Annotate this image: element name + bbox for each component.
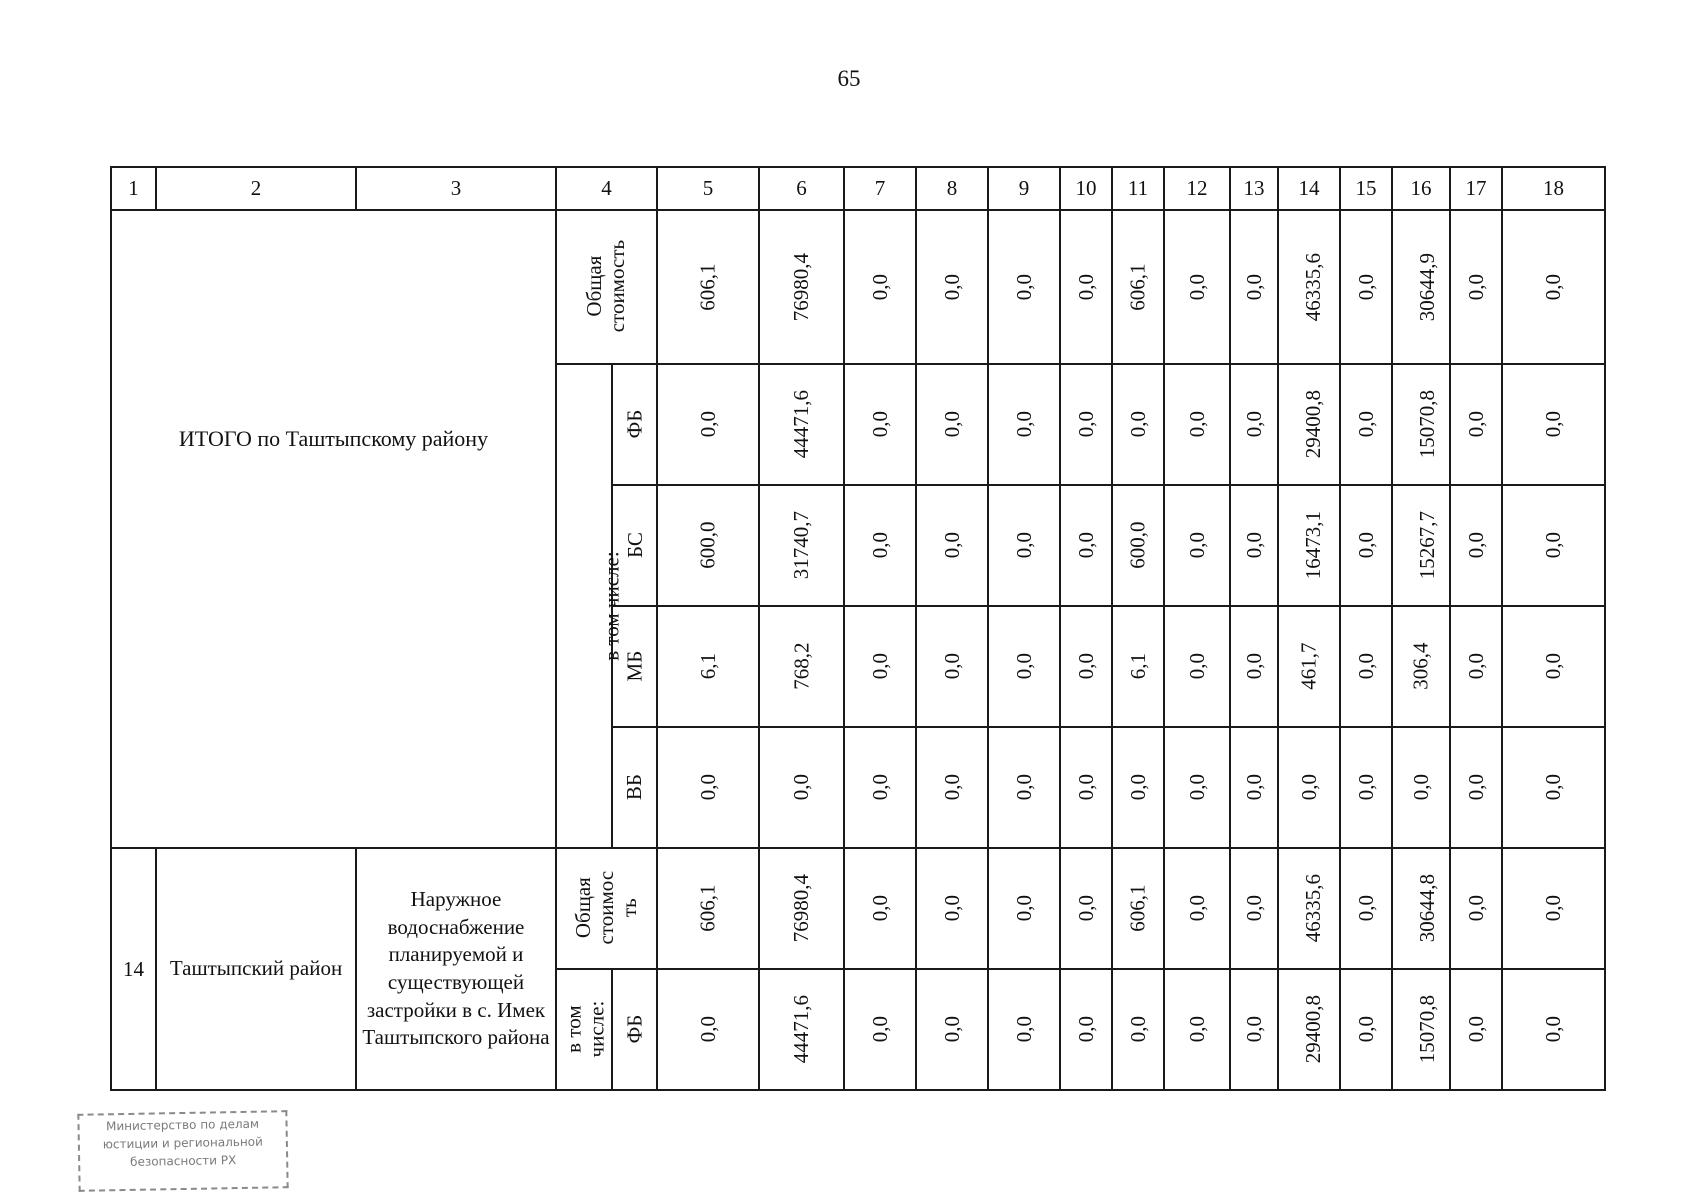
value-text: 0,0 [695, 1015, 720, 1043]
value-cell [988, 485, 1060, 606]
value-text: 0,0 [1353, 652, 1378, 680]
value-cell [1278, 485, 1340, 606]
value-text: 0,0 [1463, 773, 1488, 801]
value-text: 606,1 [1125, 884, 1150, 932]
value-cell [1450, 969, 1502, 1090]
value-cell [1060, 364, 1112, 485]
value-text: 0,0 [867, 273, 892, 300]
value-cell [1164, 727, 1230, 848]
value-text: 0,0 [695, 410, 720, 438]
column-number-18: 18 [1502, 167, 1605, 210]
total-vb-label: ВБ [622, 774, 647, 801]
value-cell [1502, 727, 1605, 848]
value-text: 0,0 [1184, 894, 1209, 922]
column-number-1: 1 [111, 167, 156, 210]
value-text: 306,4 [1408, 642, 1433, 690]
value-text: 44471,6 [789, 389, 814, 459]
value-cell [1502, 848, 1605, 969]
value-text: 0,0 [1463, 410, 1488, 438]
item-description-cell [356, 848, 556, 1090]
column-number-15: 15 [1340, 167, 1392, 210]
value-text: 0,0 [1463, 894, 1488, 922]
value-text: 0,0 [1125, 773, 1150, 801]
value-cell [1060, 485, 1112, 606]
value-cell [1340, 727, 1392, 848]
value-cell [759, 606, 844, 727]
column-number-13: 13 [1230, 167, 1278, 210]
value-cell [988, 727, 1060, 848]
value-text: 0,0 [1463, 1015, 1488, 1043]
value-text: 0,0 [1073, 1015, 1098, 1043]
value-text: 0,0 [1541, 1015, 1566, 1043]
value-text: 6,1 [1125, 652, 1150, 680]
value-cell [1230, 364, 1278, 485]
item-description: Наружное водоснабжение планируемой и существующей застройки в с. Имек Таштыпского района [362, 886, 550, 1050]
value-text: 600,0 [695, 521, 720, 569]
value-cell [1112, 364, 1164, 485]
value-cell [844, 727, 916, 848]
item-fb-label: ФБ [622, 1014, 647, 1044]
value-cell [844, 848, 916, 969]
column-number-16: 16 [1392, 167, 1450, 210]
column-number-row [111, 167, 1605, 210]
value-text: 0,0 [1296, 773, 1321, 801]
value-cell [1230, 606, 1278, 727]
value-cell [1112, 727, 1164, 848]
value-cell [844, 606, 916, 727]
value-cell [1112, 606, 1164, 727]
value-text: 0,0 [867, 894, 892, 922]
total-fb-label: ФБ [622, 409, 647, 439]
value-text: 0,0 [939, 531, 964, 559]
value-cell [1230, 485, 1278, 606]
value-cell [988, 848, 1060, 969]
value-cell [1060, 210, 1112, 364]
value-cell [1450, 606, 1502, 727]
value-text: 0,0 [939, 410, 964, 438]
value-cell [1230, 969, 1278, 1090]
item-subtotal-label: в том числе: [561, 1000, 609, 1058]
value-cell [1278, 727, 1340, 848]
total-vb-label-cell [612, 727, 657, 848]
value-cell [1340, 210, 1392, 364]
column-number-12: 12 [1164, 167, 1230, 210]
stamp-line-3: безопасности РХ [129, 1153, 237, 1169]
value-cell [844, 969, 916, 1090]
value-cell [988, 969, 1060, 1090]
value-text: 461,7 [1296, 642, 1321, 690]
value-cell [1502, 210, 1605, 364]
value-cell [1392, 727, 1450, 848]
value-text: 0,0 [1011, 273, 1036, 300]
column-number-2: 2 [156, 167, 356, 210]
value-text: 0,0 [1011, 894, 1036, 922]
value-cell [1164, 485, 1230, 606]
value-cell [1230, 727, 1278, 848]
value-cell [1450, 848, 1502, 969]
value-text: 0,0 [867, 410, 892, 438]
value-cell [1450, 727, 1502, 848]
value-cell [1112, 969, 1164, 1090]
total-label: ИТОГО по Таштыпскому району [178, 426, 489, 451]
value-text: 46335,6 [1301, 873, 1326, 943]
value-cell [759, 485, 844, 606]
value-cell [1164, 848, 1230, 969]
item-district-cell [156, 848, 356, 1090]
value-cell [1340, 485, 1392, 606]
value-cell [1112, 210, 1164, 364]
value-cell [1392, 485, 1450, 606]
value-cell [1060, 606, 1112, 727]
value-text: 0,0 [1541, 273, 1566, 300]
value-cell [1230, 210, 1278, 364]
value-cell [657, 848, 759, 969]
value-text: 0,0 [867, 773, 892, 801]
value-cell [1060, 848, 1112, 969]
value-cell [1278, 969, 1340, 1090]
value-text: 606,1 [1125, 262, 1150, 311]
value-cell [1278, 364, 1340, 485]
value-text: 0,0 [1073, 410, 1098, 438]
value-text: 0,0 [1011, 652, 1036, 680]
column-number-7: 7 [844, 167, 916, 210]
value-cell [1502, 364, 1605, 485]
value-cell [1060, 727, 1112, 848]
value-cell [759, 727, 844, 848]
value-text: 0,0 [1184, 531, 1209, 559]
value-text: 0,0 [1011, 1015, 1036, 1043]
total-general-label: Общая стоимость [582, 240, 630, 333]
value-text: 0,0 [1073, 273, 1098, 300]
value-text: 30644,8 [1415, 873, 1440, 943]
value-text: 0,0 [1241, 652, 1266, 680]
value-text: 0,0 [1241, 773, 1266, 801]
value-text: 0,0 [1184, 273, 1209, 300]
value-text: 0,0 [1125, 1015, 1150, 1043]
value-text: 0,0 [1073, 652, 1098, 680]
value-cell [1164, 210, 1230, 364]
value-cell [1392, 364, 1450, 485]
value-text: 0,0 [1184, 410, 1209, 438]
value-cell [1164, 364, 1230, 485]
value-text: 0,0 [1241, 273, 1266, 300]
value-cell [988, 210, 1060, 364]
value-text: 0,0 [1541, 410, 1566, 438]
column-number-5: 5 [657, 167, 759, 210]
value-cell [916, 606, 988, 727]
column-number-6: 6 [759, 167, 844, 210]
value-text: 15070,8 [1415, 389, 1440, 459]
value-cell [916, 364, 988, 485]
value-text: 0,0 [1073, 531, 1098, 559]
column-number-3: 3 [356, 167, 556, 210]
column-number-14: 14 [1278, 167, 1340, 210]
total-general-label-cell [556, 210, 657, 364]
value-text: 29400,8 [1301, 389, 1326, 459]
value-text: 76980,4 [789, 252, 814, 321]
value-text: 0,0 [1011, 410, 1036, 438]
value-text: 0,0 [1241, 1015, 1266, 1043]
value-text: 0,0 [1184, 652, 1209, 680]
column-number-17: 17 [1450, 167, 1502, 210]
stamp-line-1: Министерство по делам [105, 1116, 260, 1134]
column-number-8: 8 [916, 167, 988, 210]
value-text: 0,0 [695, 773, 720, 801]
value-cell [759, 364, 844, 485]
value-cell [844, 364, 916, 485]
total-label-cell [111, 210, 556, 848]
value-text: 0,0 [1241, 531, 1266, 559]
value-text: 0,0 [1011, 773, 1036, 801]
value-text: 0,0 [1353, 1015, 1378, 1043]
value-cell [1392, 969, 1450, 1090]
value-text: 0,0 [1353, 894, 1378, 922]
value-text: 0,0 [1541, 531, 1566, 559]
value-text: 29400,8 [1301, 994, 1326, 1064]
value-cell [1278, 210, 1340, 364]
column-number-10: 10 [1060, 167, 1112, 210]
total-subtotal-label: в том числе: [599, 550, 624, 661]
value-text: 0,0 [1463, 531, 1488, 559]
value-text: 0,0 [1241, 410, 1266, 438]
value-text: 44471,6 [789, 994, 814, 1064]
total-mb-label: МБ [622, 650, 647, 682]
value-cell [1502, 485, 1605, 606]
item-fb-label-cell [612, 969, 657, 1090]
value-text: 0,0 [939, 273, 964, 300]
value-text: 0,0 [1353, 531, 1378, 559]
value-cell [916, 848, 988, 969]
value-text: 768,2 [789, 642, 814, 690]
value-cell [1278, 606, 1340, 727]
value-cell [1112, 848, 1164, 969]
value-cell [988, 364, 1060, 485]
value-text: 15267,7 [1415, 510, 1440, 580]
item-general-row [111, 848, 1605, 969]
value-text: 0,0 [1408, 773, 1433, 801]
value-cell [988, 606, 1060, 727]
value-cell [1392, 606, 1450, 727]
value-text: 0,0 [867, 531, 892, 559]
value-cell [1392, 210, 1450, 364]
value-cell [1340, 848, 1392, 969]
value-text: 0,0 [1073, 894, 1098, 922]
column-number-9: 9 [988, 167, 1060, 210]
value-cell [1450, 485, 1502, 606]
value-cell [1164, 969, 1230, 1090]
total-fb-label-cell [612, 364, 657, 485]
value-cell [1340, 606, 1392, 727]
value-cell [657, 969, 759, 1090]
item-subtotal-cell [556, 969, 612, 1090]
value-text: 0,0 [1353, 773, 1378, 801]
value-text: 46335,6 [1301, 252, 1326, 321]
value-text: 606,1 [695, 262, 720, 311]
value-cell [916, 485, 988, 606]
value-cell [657, 727, 759, 848]
item-general-label-cell [556, 848, 657, 969]
value-cell [1340, 969, 1392, 1090]
value-text: 600,0 [1125, 521, 1150, 569]
value-text: 0,0 [1073, 773, 1098, 801]
value-text: 0,0 [939, 1015, 964, 1043]
value-text: 15070,8 [1415, 994, 1440, 1064]
item-number-cell [111, 848, 156, 1090]
value-text: 0,0 [867, 1015, 892, 1043]
value-text: 0,0 [1541, 773, 1566, 801]
value-cell [1450, 210, 1502, 364]
value-text: 0,0 [1184, 773, 1209, 801]
value-cell [1278, 848, 1340, 969]
value-text: 0,0 [1125, 410, 1150, 438]
value-cell [759, 210, 844, 364]
value-cell [916, 210, 988, 364]
value-cell [657, 606, 759, 727]
value-cell [1340, 364, 1392, 485]
total-bs-label: БС [622, 532, 647, 559]
total-subtotal-cell [556, 364, 624, 848]
value-cell [657, 210, 759, 364]
value-text: 0,0 [1184, 1015, 1209, 1043]
value-cell [657, 485, 759, 606]
column-number-4: 4 [556, 167, 657, 210]
item-district: Таштыпский район [169, 956, 343, 981]
value-cell [1502, 969, 1605, 1090]
value-cell [916, 727, 988, 848]
value-cell [844, 485, 916, 606]
value-text: 30644,9 [1415, 252, 1440, 321]
value-cell [1164, 606, 1230, 727]
value-text: 0,0 [1353, 410, 1378, 438]
value-cell [1502, 606, 1605, 727]
value-text: 0,0 [1463, 273, 1488, 300]
value-text: 0,0 [939, 894, 964, 922]
item-general-label: Общая стоимос ть [570, 871, 642, 945]
value-cell [657, 364, 759, 485]
stamp-line-2: юстиции и региональной [102, 1134, 264, 1152]
value-text: 0,0 [939, 652, 964, 680]
total-general-row [111, 210, 1605, 364]
value-text: 0,0 [939, 773, 964, 801]
value-text: 0,0 [867, 652, 892, 680]
ministry-stamp [77, 1110, 288, 1192]
value-text: 6,1 [695, 652, 720, 680]
value-cell [1060, 969, 1112, 1090]
value-cell [1392, 848, 1450, 969]
table-body [111, 167, 1605, 1090]
value-text: 0,0 [1541, 652, 1566, 680]
value-cell [1112, 485, 1164, 606]
value-cell [1450, 364, 1502, 485]
value-text: 0,0 [1463, 652, 1488, 680]
value-cell [1230, 848, 1278, 969]
budget-table [110, 166, 1606, 1091]
value-text: 0,0 [1353, 273, 1378, 300]
value-text: 31740,7 [789, 510, 814, 580]
value-cell [916, 969, 988, 1090]
value-text: 0,0 [789, 773, 814, 801]
item-number: 14 [123, 956, 144, 981]
value-cell [759, 969, 844, 1090]
value-text: 0,0 [1241, 894, 1266, 922]
value-cell [759, 848, 844, 969]
value-text: 606,1 [695, 884, 720, 932]
value-text: 16473,1 [1301, 510, 1326, 580]
value-text: 0,0 [1011, 531, 1036, 559]
value-text: 76980,4 [789, 873, 814, 943]
value-text: 0,0 [1541, 894, 1566, 922]
column-number-11: 11 [1112, 167, 1164, 210]
page-number: 65 [837, 66, 861, 91]
value-cell [844, 210, 916, 364]
